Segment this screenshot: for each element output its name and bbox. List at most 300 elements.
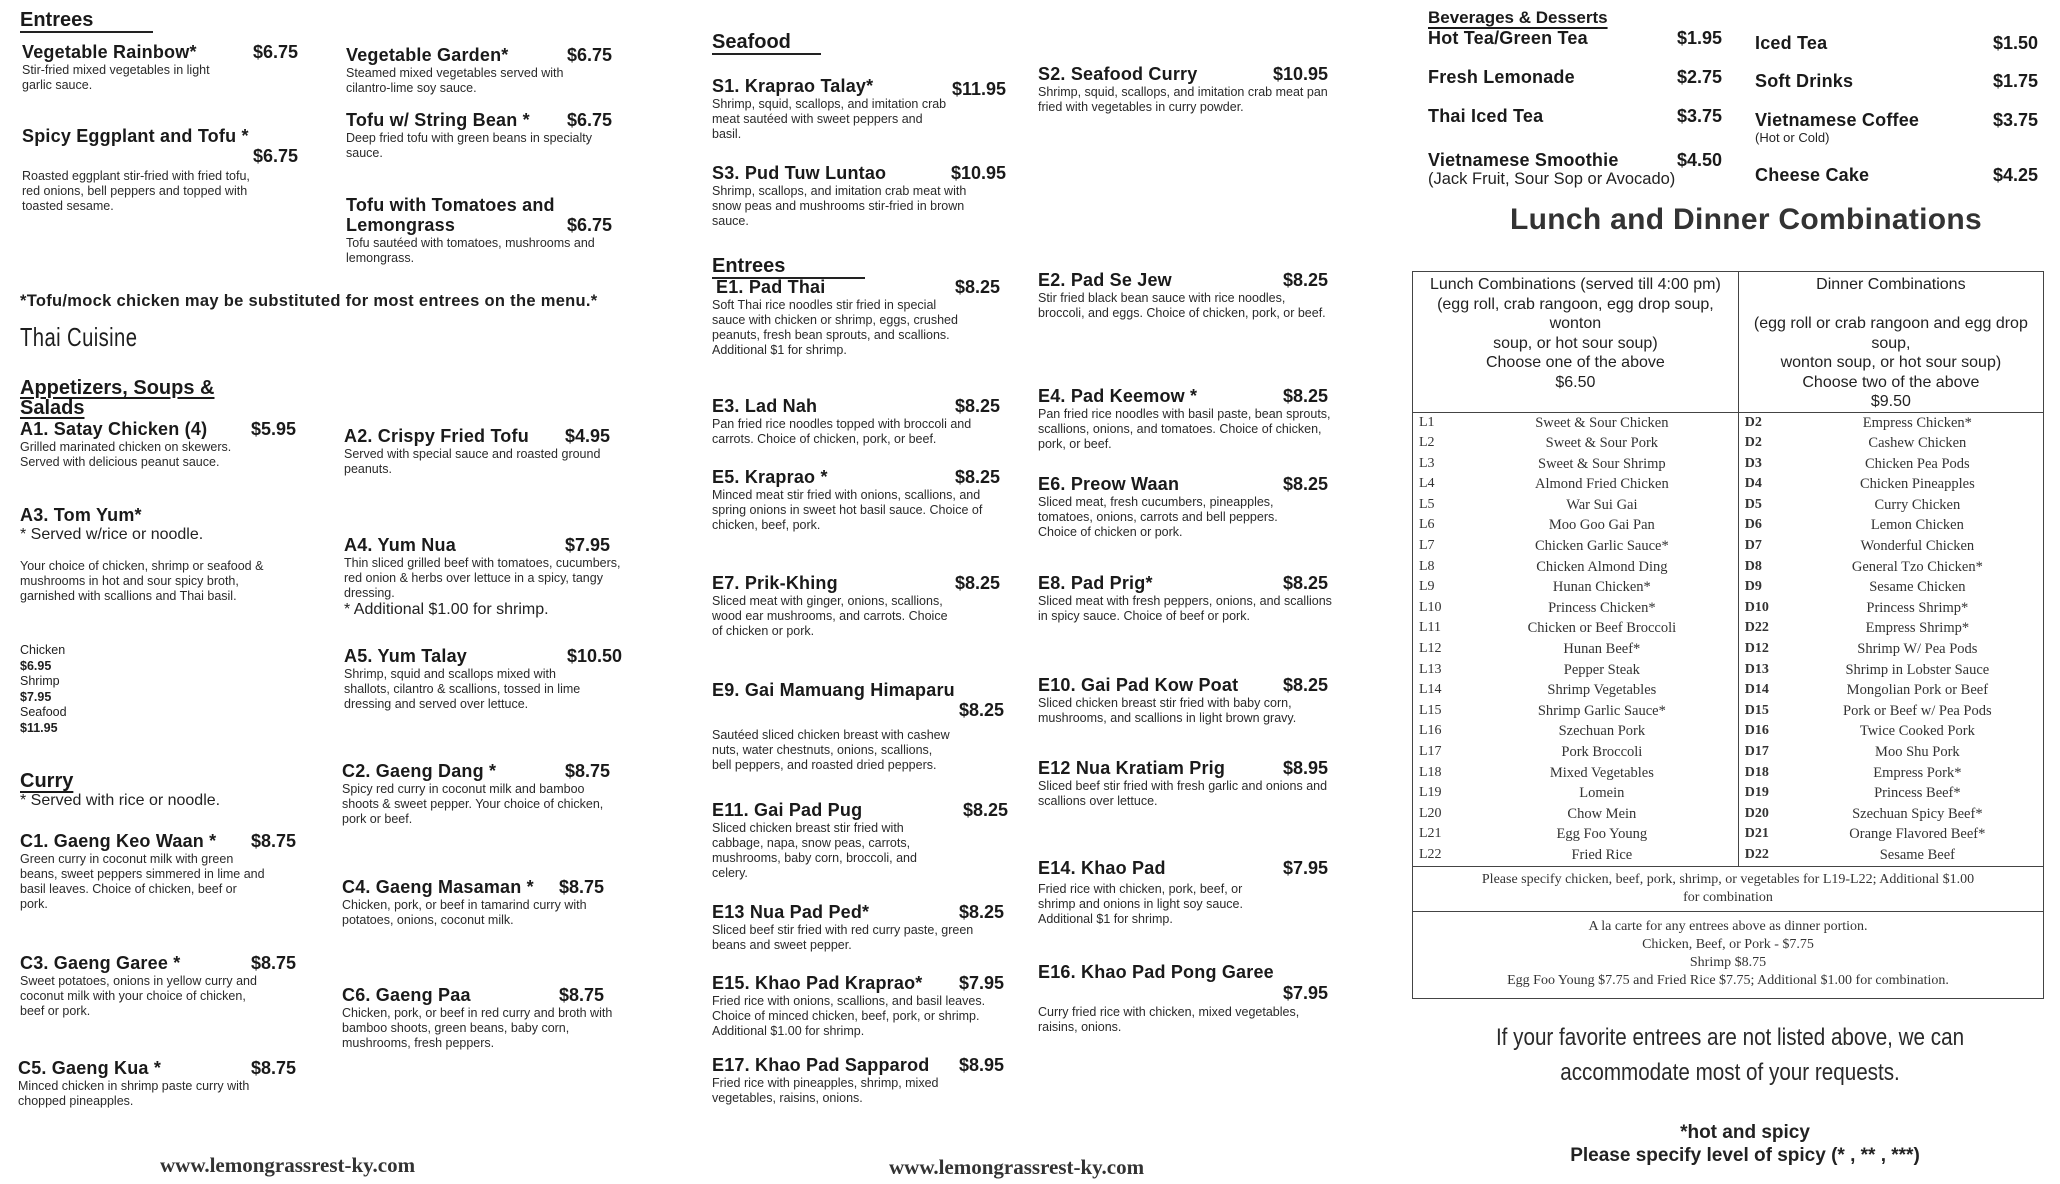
item-name: Iced Tea <box>1755 33 1828 53</box>
item-name: E5. Kraprao * <box>712 467 828 487</box>
item-price: $8.75 <box>250 831 296 851</box>
item-price: $10.95 <box>950 163 1006 183</box>
menu-item <box>712 163 1006 229</box>
dinner-code: D2 <box>1744 414 1762 430</box>
menu-item <box>18 1058 296 1109</box>
menu-item <box>712 973 1004 1039</box>
dinner-code: D16 <box>1744 723 1769 739</box>
website-url[interactable]: www.lemongrassrest-ky.com <box>160 1153 416 1177</box>
item-name: Tofu with Tomatoes and Lemongrass <box>346 195 555 235</box>
item-name: Soft Drinks <box>1755 71 1854 91</box>
item-description: Sliced beef stir fried with red curry paste, green beans and sweet pepper. <box>712 923 974 952</box>
item-description: Fried rice with pineapples, shrimp, mixed vegetables, raisins, onions. <box>712 1076 939 1105</box>
combo-row <box>1413 577 2044 598</box>
item-description: Minced chicken in shrimp paste curry with chopped pineapples. <box>18 1079 250 1108</box>
item-description: Shrimp, squid, scallops, and imitation crab meat pan fried with vegetables in curry powder. <box>1038 85 1328 114</box>
dinner-code: D17 <box>1744 744 1769 759</box>
menu-item <box>20 831 296 912</box>
item-name: E2. Pad Se Jew <box>1038 270 1172 290</box>
combo-row <box>1413 824 2044 845</box>
item-description: Grilled marinated chicken on skewers. Served with delicious peanut sauce. <box>20 440 232 469</box>
dinner-item: Moo Shu Pork <box>1875 744 1960 760</box>
lunch-combinations-header: Lunch Combinations (served till 4:00 pm) (egg roll, crab rangoon, egg drop soup, wonton soup, or hot sour soup) Choose one of the above $6.50 <box>1413 272 1739 413</box>
special-request-note <box>1472 1020 1988 1090</box>
lunch-code: L18 <box>1419 764 1442 780</box>
request-line: accommodate most of your requests. <box>1560 1059 1900 1086</box>
item-price: $10.50 <box>566 646 622 666</box>
dinner-code: D3 <box>1744 455 1762 471</box>
menu-item <box>1038 64 1328 115</box>
dinner-item: Mongolian Pork or Beef <box>1846 682 1989 699</box>
menu-item <box>712 76 1006 142</box>
menu-item <box>1038 858 1328 927</box>
item-price: $8.25 <box>1282 474 1328 494</box>
item-name: A1. Satay Chicken (4) <box>20 419 208 439</box>
dinner-item: Sesame Beef <box>1879 846 1955 863</box>
item-price: $8.25 <box>954 277 1000 297</box>
appetizers-heading-text: Appetizers, Soups & Salads <box>20 377 215 419</box>
menu-item <box>342 985 613 1051</box>
combo-footnote-row <box>1413 911 2044 998</box>
lunch-item: Princess Chicken* <box>1466 598 1738 619</box>
lunch-item: Chow Mein <box>1466 804 1738 825</box>
menu-item <box>342 761 610 827</box>
dinner-code: D21 <box>1744 826 1769 842</box>
combo-row <box>1413 701 2044 722</box>
item-name: A5. Yum Talay <box>344 646 467 666</box>
menu-item <box>1038 386 1331 452</box>
item-name: Vietnamese Smoothie <box>1428 150 1619 170</box>
menu-item <box>344 535 621 619</box>
beverages-heading: Beverages & Desserts <box>1428 8 1608 27</box>
item-description: Pan fried rice noodles topped with broccoli and carrots. Choice of chicken, pork, or beef. <box>712 417 972 446</box>
menu-item <box>342 877 604 928</box>
item-name: S2. Seafood Curry <box>1038 64 1198 84</box>
price-label: Chicken <box>20 643 66 657</box>
lunch-item: Shrimp Garlic Sauce* <box>1466 701 1738 722</box>
item-name: E9. Gai Mamuang Himaparu <box>712 680 955 700</box>
item-name: C4. Gaeng Masaman * <box>342 877 534 897</box>
item-price: $8.75 <box>564 761 610 781</box>
item-subtitle: (Hot or Cold) <box>1755 130 1830 145</box>
item-price: $8.75 <box>250 953 296 973</box>
item-name: S1. Kraprao Talay* <box>712 76 874 96</box>
item-price: $10.95 <box>1272 64 1328 84</box>
item-name: E15. Khao Pad Kraprao* <box>712 973 923 993</box>
item-name: S3. Pud Tuw Luntao <box>712 163 887 183</box>
lunch-code: L8 <box>1419 558 1435 574</box>
appetizers-heading <box>20 378 220 418</box>
combo-row <box>1413 598 2044 619</box>
lunch-code: L7 <box>1419 538 1435 554</box>
lunch-code: L5 <box>1419 496 1435 512</box>
item-price: $4.25 <box>1992 165 2038 185</box>
lunch-code: L20 <box>1419 805 1442 821</box>
beverage-item <box>1755 165 2038 185</box>
item-price: $8.95 <box>1282 758 1328 778</box>
item-description: Sliced meat with ginger, onions, scallions, wood ear mushrooms, and carrots. Choice of chicken or pork. <box>712 594 948 638</box>
beverage-item <box>1755 33 2038 53</box>
dinner-item: Shrimp W/ Pea Pods <box>1857 641 1978 658</box>
menu-item <box>712 1055 1004 1106</box>
item-description: Shrimp, squid and scallops mixed with shallots, cilantro & scallions, tossed in lime dressing and served over lettuce. <box>344 667 581 711</box>
lunch-item: Almond Fried Chicken <box>1466 474 1738 495</box>
item-name: E3. Lad Nah <box>712 396 818 416</box>
lunch-item: Shrimp Vegetables <box>1466 680 1738 701</box>
combo-row <box>1413 454 2044 475</box>
lunch-code: L3 <box>1419 455 1435 471</box>
dinner-code: D4 <box>1744 476 1762 492</box>
menu-item <box>1038 573 1332 624</box>
item-price: $8.25 <box>1282 386 1328 406</box>
item-price: $8.25 <box>962 800 1008 820</box>
menu-item <box>22 42 298 93</box>
item-price: $8.25 <box>954 573 1000 593</box>
combo-row <box>1413 536 2044 557</box>
menu-item <box>20 419 296 470</box>
item-price: $5.95 <box>250 419 296 439</box>
item-description: Shrimp, squid, scallops, and imitation crab meat sautéed with sweet peppers and basil. <box>712 97 947 141</box>
item-name: E4. Pad Keemow * <box>1038 386 1198 406</box>
dinner-code: D15 <box>1744 702 1769 718</box>
item-description: Shrimp, scallops, and imitation crab meat with snow peas and mushrooms stir-fried in brown sauce. <box>712 184 967 228</box>
item-description: Sliced chicken breast stir fried with cabbage, napa, snow peas, carrots, mushrooms, baby corn, broccoli, and celery. <box>712 821 917 880</box>
price-label: Seafood <box>20 705 67 719</box>
item-name: Spicy Eggplant and Tofu * <box>22 126 249 146</box>
combo-row <box>1413 845 2044 866</box>
item-price: $4.95 <box>564 426 610 446</box>
menu-item <box>712 396 1000 447</box>
lunch-item: Chicken Garlic Sauce* <box>1466 536 1738 557</box>
dinner-item: Pork or Beef w/ Pea Pods <box>1843 702 1992 719</box>
item-description: Sautéed sliced chicken breast with cashew nuts, water chestnuts, onions, scallions, bell peppers, and roasted dried peppers. <box>712 728 950 772</box>
lunch-item: Chicken or Beef Broccoli <box>1466 618 1738 639</box>
lunch-item: Egg Foo Young <box>1466 824 1738 845</box>
lunch-code: L11 <box>1419 620 1442 636</box>
dinner-code: D20 <box>1744 805 1769 821</box>
item-price: $7.95 <box>1282 858 1328 878</box>
dinner-item: Chicken Pea Pods <box>1864 455 1970 472</box>
lunch-code: L19 <box>1419 785 1442 801</box>
item-name: E10. Gai Pad Kow Poat <box>1038 675 1239 695</box>
item-price: $2.75 <box>1676 67 1722 87</box>
dinner-item: Twice Cooked Pork <box>1859 723 1975 740</box>
price-label: Shrimp <box>20 674 60 688</box>
menu-item <box>712 467 1000 533</box>
item-price: $8.25 <box>1282 573 1328 593</box>
menu-item <box>1038 758 1328 809</box>
price-value: $6.95 <box>20 658 52 673</box>
lunch-code: L10 <box>1419 599 1442 615</box>
item-name: A3. Tom Yum* <box>20 505 142 525</box>
item-price: $8.95 <box>958 1055 1004 1075</box>
item-name: A4. Yum Nua <box>344 535 456 555</box>
menu-item <box>344 646 622 712</box>
item-name: C2. Gaeng Dang * <box>342 761 497 781</box>
item-description: Sliced meat, fresh cucumbers, pineapples, tomatoes, onions, carrots and bell peppers. Choice of chicken or pork. <box>1038 495 1278 539</box>
lunch-code: L22 <box>1419 846 1442 862</box>
menu-item <box>712 680 1004 773</box>
item-price: $8.75 <box>250 1058 296 1078</box>
lunch-item: Moo Goo Gai Pan <box>1466 515 1738 536</box>
lunch-item: Pepper Steak <box>1466 660 1738 681</box>
dinner-code: D10 <box>1744 599 1769 615</box>
dinner-item: Empress Chicken* <box>1862 414 1972 431</box>
item-name: E11. Gai Pad Pug <box>712 800 863 820</box>
menu-item <box>712 573 1000 639</box>
lunch-item: Sweet & Sour Chicken <box>1466 412 1738 433</box>
dinner-item: Cashew Chicken <box>1868 435 1967 452</box>
lunch-code: L2 <box>1419 435 1435 451</box>
spicy-legend-line: *hot and spicy <box>1680 1122 1810 1143</box>
item-description: Fried rice with chicken, pork, beef, or shrimp and onions in light soy sauce. Additional $1 for shrimp. <box>1038 882 1243 926</box>
item-subtitle: (Jack Fruit, Sour Sop or Avocado) <box>1428 170 1676 188</box>
item-description: Served with special sauce and roasted ground peanuts. <box>344 447 601 476</box>
item-description: Roasted eggplant stir-fried with fried tofu, red onions, bell peppers and topped with toasted sesame. <box>22 169 250 213</box>
combo-row <box>1413 660 2044 681</box>
curry-heading: Curry <box>20 770 74 792</box>
item-name: E13 Nua Pad Ped* <box>712 902 870 922</box>
dinner-item: Wonderful Chicken <box>1860 538 1975 555</box>
lunch-code: L13 <box>1419 661 1442 677</box>
item-price: $1.95 <box>1676 28 1722 48</box>
item-price: $3.75 <box>1992 110 2038 130</box>
item-price: $7.95 <box>1282 983 1328 1003</box>
item-description: Sliced meat with fresh peppers, onions, and scallions in spicy sauce. Choice of beef or pork. <box>1038 594 1332 623</box>
menu-item <box>346 195 612 266</box>
lunch-item: Szechuan Pork <box>1466 721 1738 742</box>
item-price: $4.50 <box>1676 150 1722 170</box>
entrees-heading-2: Entrees <box>712 256 865 279</box>
item-price: $7.95 <box>564 535 610 555</box>
lunch-code: L12 <box>1419 641 1442 657</box>
item-price: $11.95 <box>951 79 1006 99</box>
item-name: E6. Preow Waan <box>1038 474 1180 494</box>
lunch-item: Hunan Beef* <box>1466 639 1738 660</box>
menu-item <box>20 505 296 604</box>
thai-cuisine-title: Thai Cuisine <box>20 322 138 352</box>
entrees-heading: Entrees <box>20 10 153 33</box>
lunch-item: Chicken Almond Ding <box>1466 557 1738 578</box>
combo-row <box>1413 515 2044 536</box>
beverage-item <box>1428 67 1722 87</box>
item-description: Sweet potatoes, onions in yellow curry and coconut milk with your choice of chicken, beef or pork. <box>20 974 257 1018</box>
beverage-item <box>1755 71 2038 91</box>
item-price: $8.25 <box>958 902 1004 922</box>
dinner-item: Lemon Chicken <box>1870 517 1964 534</box>
lunch-code: L9 <box>1419 579 1435 595</box>
spicy-legend-line: Please specify level of spicy (* , ** , ***) <box>1570 1145 1920 1166</box>
dinner-item: Princess Beef* <box>1874 785 1961 802</box>
item-name: E7. Prik-Khing <box>712 573 838 593</box>
curry-note: * Served with rice or noodle. <box>20 792 221 809</box>
dinner-code: D18 <box>1744 764 1769 780</box>
menu-item <box>712 277 1000 358</box>
item-price: $8.25 <box>954 396 1000 416</box>
item-description: Stir fried black bean sauce with rice noodles, broccoli, and eggs. Choice of chicken, pork, or beef. <box>1038 291 1326 320</box>
item-description: Sliced chicken breast stir fried with baby corn, mushrooms, and scallions in light brown gravy. <box>1038 696 1297 725</box>
dinner-item: Empress Pork* <box>1873 764 1962 781</box>
item-name: Fresh Lemonade <box>1428 67 1575 87</box>
combo-row <box>1413 763 2044 784</box>
item-price: $8.75 <box>558 985 604 1005</box>
item-name: A2. Crispy Fried Tofu <box>344 426 529 446</box>
request-line: If your favorite entrees are not listed above, we can <box>1495 1024 1965 1051</box>
menu-item <box>346 45 612 96</box>
dinner-code: D14 <box>1744 682 1769 698</box>
dinner-code: D5 <box>1744 496 1762 512</box>
combo-row <box>1413 495 2044 516</box>
item-description: Chicken, pork, or beef in tamarind curry with potatoes, onions, coconut milk. <box>342 898 587 927</box>
dinner-code: D13 <box>1744 661 1769 677</box>
item-description: Green curry in coconut milk with green beans, sweet peppers simmered in lime and basil leaves. Choice of chicken, beef or pork. <box>20 852 265 911</box>
combinations-body <box>1413 412 2044 866</box>
item-description: Steamed mixed vegetables served with cilantro-lime soy sauce. <box>346 66 564 95</box>
item-price: $6.75 <box>566 45 612 65</box>
dinner-item: Szechuan Spicy Beef* <box>1852 805 1983 822</box>
price-value: $7.95 <box>20 689 52 704</box>
dinner-item: Orange Flavored Beef* <box>1849 826 1986 843</box>
dinner-combinations-header: Dinner Combinations (egg roll or crab rangoon and egg drop soup, wonton soup, or hot sour soup) Choose two of the above $9.50 <box>1738 272 2043 413</box>
combo-row <box>1413 412 2044 433</box>
item-price: $8.25 <box>954 467 1000 487</box>
dinner-item: Chicken Pineapples <box>1859 476 1975 493</box>
item-name: E14. Khao Pad <box>1038 858 1166 878</box>
item-name: Cheese Cake <box>1755 165 1870 185</box>
lunch-item: Mixed Vegetables <box>1466 763 1738 784</box>
lunch-item: War Sui Gai <box>1466 495 1738 516</box>
item-description: Sliced beef stir fried with fresh garlic and onions and scallions over lettuce. <box>1038 779 1328 808</box>
item-name: E1. Pad Thai <box>716 277 826 297</box>
tom-yum-price-list <box>20 643 67 736</box>
item-description: Spicy red curry in coconut milk and bamboo shoots & sweet pepper. Your choice of chicken, pork or beef. <box>342 782 604 826</box>
item-name: E17. Khao Pad Sapparod <box>712 1055 930 1075</box>
item-description: Your choice of chicken, shrimp or seafood & mushrooms in hot and sour spicy broth, garnished with scallions and Thai basil. <box>20 559 264 603</box>
combo-row <box>1413 721 2044 742</box>
item-note: * Served w/rice or noodle. <box>20 526 204 543</box>
item-note: * Additional $1.00 for shrimp. <box>344 601 549 618</box>
lunch-code: L4 <box>1419 476 1435 492</box>
dinner-code: D9 <box>1744 579 1762 595</box>
dinner-code: D7 <box>1744 538 1762 554</box>
item-description: Soft Thai rice noodles stir fried in special sauce with chicken or shrimp, eggs, crushed peanuts, fresh bean sprouts, and scallions. Additional $1 for shrimp. <box>712 298 958 357</box>
menu-item <box>20 953 296 1019</box>
menu-item <box>344 426 610 477</box>
lunch-code: L14 <box>1419 682 1442 698</box>
combo-footnote-row <box>1413 866 2044 911</box>
item-description: Chicken, pork, or beef in red curry and broth with bamboo shoots, green beans, baby corn, mushrooms, fresh peppers. <box>342 1006 613 1050</box>
combo-row <box>1413 639 2044 660</box>
menu-item <box>1038 675 1328 726</box>
item-description: Curry fried rice with chicken, mixed vegetables, raisins, onions. <box>1038 1005 1300 1034</box>
item-name: C1. Gaeng Keo Waan * <box>20 831 217 851</box>
lunch-item: Hunan Chicken* <box>1466 577 1738 598</box>
menu-item <box>1038 962 1328 1035</box>
item-price: $6.75 <box>252 42 298 62</box>
item-name: Vietnamese Coffee <box>1755 110 1920 130</box>
item-price: $1.75 <box>1992 71 2038 91</box>
combinations-header-row <box>1413 272 2044 413</box>
combo-row <box>1413 433 2044 454</box>
menu-item <box>1038 474 1328 540</box>
dinner-code: D22 <box>1744 620 1769 636</box>
combo-row <box>1413 783 2044 804</box>
dinner-item: Sesame Chicken <box>1869 579 1966 596</box>
dinner-item: Curry Chicken <box>1874 496 1961 513</box>
menu-item <box>712 800 1008 881</box>
item-name: Vegetable Garden* <box>346 45 509 65</box>
lunch-code: L21 <box>1419 826 1442 842</box>
lunch-item: Sweet & Sour Shrimp <box>1466 454 1738 475</box>
item-name: Thai Iced Tea <box>1428 106 1544 126</box>
dinner-code: D22 <box>1744 846 1769 862</box>
item-name: Tofu w/ String Bean * <box>346 110 530 130</box>
item-description: Stir-fried mixed vegetables in light garlic sauce. <box>22 63 210 92</box>
combo-footnote-specify: Please specify chicken, beef, pork, shrimp, or vegetables for L19-L22; Additional $1.00 for combination <box>1413 866 2044 911</box>
item-price: $8.25 <box>1282 270 1328 290</box>
beverage-item <box>1428 106 1722 126</box>
item-price: $8.75 <box>558 877 604 897</box>
item-description: Tofu sautéed with tomatoes, mushrooms and lemongrass. <box>346 236 595 265</box>
dinner-code: D8 <box>1744 558 1762 574</box>
item-description: Minced meat stir fried with onions, scallions, and spring onions in sweet hot basil sauce. Choice of chicken, beef, pork. <box>712 488 983 532</box>
item-price: $7.95 <box>958 973 1004 993</box>
lunch-item: Sweet & Sour Pork <box>1466 433 1738 454</box>
lunch-code: L15 <box>1419 702 1442 718</box>
item-description: Thin sliced grilled beef with tomatoes, cucumbers, red onion & herbs over lettuce in a spicy, tangy dressing. <box>344 556 621 600</box>
combo-row <box>1413 804 2044 825</box>
item-name: E8. Pad Prig* <box>1038 573 1153 593</box>
tofu-substitution-note: *Tofu/mock chicken may be substituted for most entrees on the menu.* <box>20 292 598 310</box>
spicy-legend <box>1430 1121 2060 1167</box>
item-price: $8.25 <box>958 700 1004 720</box>
item-name: C6. Gaeng Paa <box>342 985 471 1005</box>
beverage-item <box>1755 110 2038 145</box>
dinner-code: D6 <box>1744 517 1762 533</box>
combo-row <box>1413 680 2044 701</box>
item-name: E16. Khao Pad Pong Garee <box>1038 962 1274 982</box>
beverage-item <box>1428 150 1722 189</box>
item-description: Pan fried rice noodles with basil paste, bean sprouts, scallions, onions, and tomatoes. Choice of chicken, pork, or beef. <box>1038 407 1331 451</box>
combinations-title: Lunch and Dinner Combinations <box>1510 203 1983 236</box>
combo-row <box>1413 557 2044 578</box>
combo-footnote-alacarte: A la carte for any entrees above as dinner portion. Chicken, Beef, or Pork - $7.75 Shrimp $8.75 Egg Foo Young $7.75 and Fried Rice $7.75; Additional $1.00 for combination. <box>1413 911 2044 998</box>
dinner-item: General Tzo Chicken* <box>1851 558 1983 575</box>
item-price: $6.75 <box>566 110 612 130</box>
combo-row <box>1413 474 2044 495</box>
item-name: C3. Gaeng Garee * <box>20 953 181 973</box>
seafood-heading: Seafood <box>712 32 821 55</box>
lunch-code: L6 <box>1419 517 1435 533</box>
dinner-code: D19 <box>1744 785 1769 801</box>
lunch-code: L16 <box>1419 723 1442 739</box>
item-name: Vegetable Rainbow* <box>22 42 197 62</box>
beverage-item <box>1428 28 1722 48</box>
website-url[interactable]: www.lemongrassrest-ky.com <box>889 1155 1145 1179</box>
combinations-table <box>1412 271 2044 999</box>
item-description: Deep fried tofu with green beans in specialty sauce. <box>346 131 592 160</box>
item-name: Hot Tea/Green Tea <box>1428 28 1588 48</box>
dinner-item: Shrimp in Lobster Sauce <box>1845 661 1990 678</box>
combo-row <box>1413 618 2044 639</box>
lunch-item: Fried Rice <box>1466 845 1738 866</box>
dinner-code: D12 <box>1744 641 1769 657</box>
lunch-item: Lomein <box>1466 783 1738 804</box>
menu-item <box>712 902 1004 953</box>
item-name: E12 Nua Kratiam Prig <box>1038 758 1226 778</box>
price-value: $11.95 <box>20 720 58 735</box>
dinner-code: D2 <box>1744 435 1762 451</box>
